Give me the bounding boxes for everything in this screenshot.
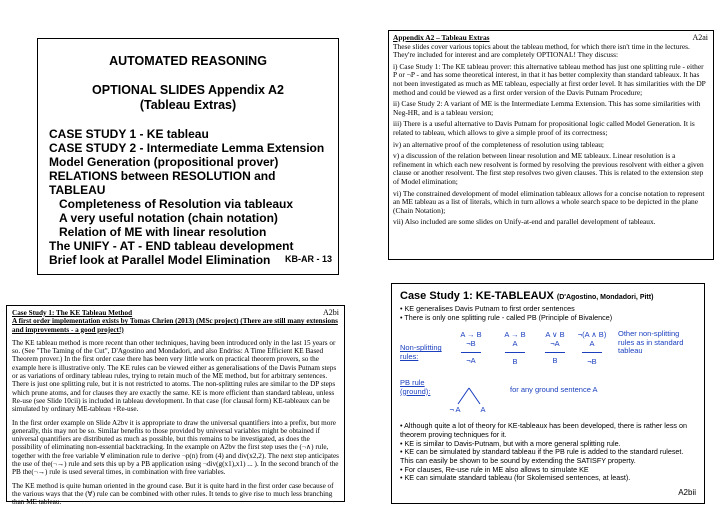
bullet-line: • KE can simulate standard tableau (for Skolemised sentences, at least). <box>400 473 631 483</box>
topic-list <box>44 127 332 267</box>
notes-paragraph: vi) The constrained development of model elimination tableaux allows for a concise notation to represent an ME tableau as a list of literals, which in turn allows a whole search space to be depicted in the plane (Chain Notation); <box>393 188 705 215</box>
rules-diagram <box>400 326 696 416</box>
rule-bar <box>461 352 481 353</box>
slide-authors: (D'Agostino, Mondadori, Pitt) <box>556 294 654 301</box>
other-rules-label: Other non-splitting rules as in standard tableau <box>618 329 684 356</box>
rule-premise: A → B <box>460 330 482 340</box>
slide-ke-tableaux <box>391 283 705 504</box>
pb-rule-label: PB rule (ground): <box>400 378 431 396</box>
topic-subitem: Relation of ME with linear resolution <box>59 225 267 239</box>
rule-conclusion: ¬A <box>466 356 476 366</box>
notes-paragraph: iii) There is a useful alternative to Davis Putnam for propositional logic called Model Generation. It is related to tableau, which allows to give a simple proof of its correctness; <box>393 119 695 137</box>
rule-premise: ¬B <box>466 339 476 349</box>
notes-paragraph: ii) Case Study 2: A variant of ME is the Intermediate Lemma Extension. This has some similarities with Neg-HR, and is a tableau version; <box>393 99 701 117</box>
rule-bar <box>545 352 565 353</box>
topic-subitem: A very useful notation (chain notation) <box>59 211 278 225</box>
notes-panel-a2bi <box>6 305 345 507</box>
topic-item: The UNIFY - AT - END tableau development <box>49 239 294 253</box>
slide-footer: KB-AR - 13 <box>284 254 332 264</box>
non-splitting-label: Non-splitting rules: <box>400 343 442 361</box>
slide-title <box>400 290 696 302</box>
bullet-line: • KE generalises Davis Putnam to first order sentences <box>400 304 575 313</box>
rule-bar <box>582 352 602 353</box>
page-number: A2bii <box>678 488 696 497</box>
notes-header: Appendix A2 – Tableau Extras <box>393 33 490 42</box>
bullet-line: • KE is similar to Davis-Putnam, but with a more general splitting rule. <box>400 438 621 448</box>
notes-paragraph: The KE tableau method is more recent than other techniques, having been introduced only in the last 15 years or so. (See "The Taming of the Cut", D'Agostino and Mondadori, and also Endriss: A Time Efficient KE Based Theorem prover.) In the first order case there has been very little work on practical theorem provers, so the example here is illustrative only. The KE rules can be viewed either as generalisations of the Davis Putnam steps or as variations of ordinary tableau rules, trying to retain much of the ME method, but for arbitrary sentences. There is just one splitting rule, but it is not restricted to atoms. The non-splitting rules are similar to the DP steps which prune atoms, and for clauses they are exactly the same. KE is more efficient than standard tableau, unless Re-use (see Slide 10cii) is included in tableau development. In that case (for clausal form) KE-tableaux can be simulated by ordinary ME-tableau +Re-use. <box>12 338 337 414</box>
rule-premise: A → B <box>504 330 526 340</box>
topic-item: CASE STUDY 1 - KE tableau <box>49 127 209 141</box>
notes-paragraph: vii) Also included are some slides on Unify-at-end and parallel development of tableaux. <box>393 217 656 227</box>
topic-subitem: Completeness of Resolution via tableaux <box>59 197 294 211</box>
slide-title: AUTOMATED REASONING <box>109 54 267 68</box>
notes-paragraph: i) Case Study 1: The KE tableau prover: this alternative tableau method has just one splitting rule - either P or ¬P - and has some theoretical interest, in that it has better complexity than standard tableaux. It has not been investigated as much as ME tableau, especially at first order level. It has similarities with the DP method and could be viewed as a first order version of the Davis Putnam Procedure; <box>393 61 706 97</box>
pb-left-branch: ¬ A <box>449 405 461 415</box>
slide-subtitle-2: (Tableau Extras) <box>139 98 237 112</box>
notes-paragraph: iv) an alternative proof of the completeness of resolution using tableau; <box>393 139 604 149</box>
notes-paragraph: In the first order example on Slide A2bv it is appropriate to draw the universal quantifiers into a prefix, but more generally, this may not be so. Similar benefits to those provided by universal variables might be obtained if universal quantifiers are distributed as much as possible, but this remains to be investigated, as does the possibility of eliminating non-essential backtracking. In the example on A2bv the first step uses the (¬∧) rule, together with the free variable ∀ elimination rule to derive ¬p(n) from (4) and div(x2,2). The next step anticipates the use of the(¬→) rule and sets this up by a PB application using ¬div(g(x1),x1) ... ). In the second branch of the PB the(¬→) rule is used several times, in combination with free variables. <box>12 418 339 477</box>
topic-item: CASE STUDY 2 - Intermediate Lemma Extension <box>49 141 325 155</box>
pb-note: for any ground sentence A <box>510 385 598 395</box>
rule-conclusion: B <box>512 357 518 367</box>
notes-subheader: A first order implementation exists by Tomas Chrien (2013) (MSc project) (There are still many extensions and improvements - a good project!) <box>12 317 338 334</box>
notes-header: Case Study 1: The KE Tableau Method <box>12 309 133 317</box>
bullet-line: • For clauses, Re-use rule in ME also allows to simulate KE <box>400 464 589 474</box>
topic-item: Model Generation (propositional prover) <box>49 155 279 169</box>
topic-item: RELATIONS between RESOLUTION and TABLEAU <box>49 169 276 197</box>
page-tag: A2ai <box>692 33 708 42</box>
rule-conclusion: B <box>552 356 558 366</box>
rule-conclusion: ¬B <box>587 357 597 367</box>
notes-panel-a2ai <box>388 30 714 260</box>
notes-paragraph: v) a discussion of the relation between linear resolution and ME tableaux. Linear resolution is a refinement in which each new resolvent is formed by resolving the previous resolvent with either a given clause or another resolvent. The first step resolves two given clauses. This is related to the extension step of Model elimination; <box>393 151 704 186</box>
bullet-line: • KE can be simulated by standard tableau if the PB rule is added to the standard ruleset. This can easily be shown to be sound by extending the SATISFY property. <box>400 447 684 465</box>
pb-right-branch: A <box>480 405 486 415</box>
page-tag: A2bi <box>323 308 339 317</box>
topic-item: Brief look at Parallel Model Elimination <box>49 253 271 267</box>
notes-paragraph: The KE method is quite human oriented in the ground case. But it is quite hard in the first order case because of the various ways that the (∀) rule can be combined with other rules. It tends to give rise to much less branching than ME tableau. <box>12 481 334 507</box>
bullet-line: • Although quite a lot of theory for KE-tableaux has been developed, there is rather less on theorem proving techniques for it. <box>400 421 688 439</box>
slide-subtitle-1: OPTIONAL SLIDES Appendix A2 <box>92 83 284 97</box>
rule-premise: ¬(A ∧ B) <box>577 330 607 340</box>
slide-title-text: Case Study 1: KE-TABLEAUX <box>400 290 554 302</box>
rule-premise: A ∨ B <box>545 330 565 340</box>
bullet-line: • There is only one splitting rule - called PB (Principle of Bivalence) <box>400 312 613 322</box>
rule-bar <box>505 352 525 353</box>
notes-intro: These slides cover various topics about the tableau method, for which there isn't time in the lectures. They're included for interest and are completely OPTIONAL! They discuss: <box>393 41 690 60</box>
slide-title-page <box>37 38 339 275</box>
rule-premise: A <box>512 339 518 349</box>
rule-premise: A <box>589 339 595 349</box>
rule-premise: ¬A <box>550 339 560 349</box>
